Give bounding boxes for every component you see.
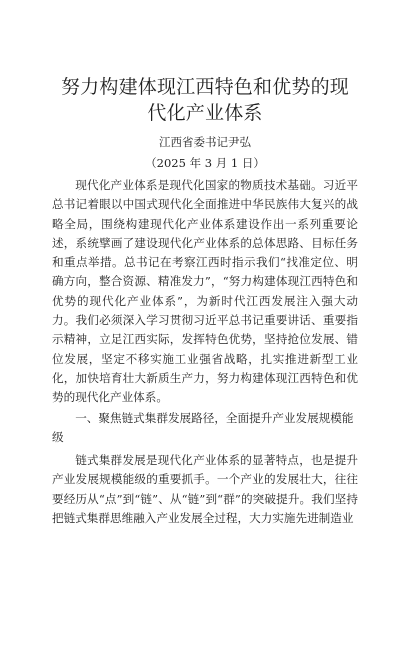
document-page xyxy=(0,74,410,654)
document-title: 努力构建体现江西特色和优势的现代化产业体系 xyxy=(60,76,349,124)
document-author: 江西省委书记尹弘 xyxy=(159,135,251,149)
intro-paragraph: 现代化产业体系是现代化国家的物质技术基础。习近平总书记着眼以中国式现代化全面推进中华民族伟大复兴的战略全局，围绕构建现代化产业体系建设作出一系列重要论述，系统擘画了建设现代化产业体系的总体思路、目标任务和重点举措。总书记在考察江西时指示我们“找准定位、明确方向，整合资源、精准发力”，“努力构建体现江西特色和优势的现代化产业体系”，为新时代江西发展注入强大动力。我们必须深入学习贯彻习近平总书记重要讲话、重要指示精神，立足江西实际，发挥特色优势，坚持抢位发展、错位发展，坚定不移实施工业强省战略，扎实推进新型工业化，加快培育壮大新质生产力，努力构建体现江西特色和优势的现代化产业体系。 xyxy=(52,178,358,405)
document-date: （2025 年 3 月 1 日） xyxy=(145,156,265,170)
section-heading: 一、聚焦链式集群发展路径，全面提升产业发展规模能级 xyxy=(52,410,354,444)
section-paragraph: 链式集群发展是现代化产业体系的显著特点，也是提升产业发展规模能级的重要抓手。一个产业的发展壮大，往往要经历从“点”到“链”、从“链”到“群”的突破提升。我们坚持把链式集群思维融入产业发展全过程，大力实施先进制造业 xyxy=(52,453,358,526)
